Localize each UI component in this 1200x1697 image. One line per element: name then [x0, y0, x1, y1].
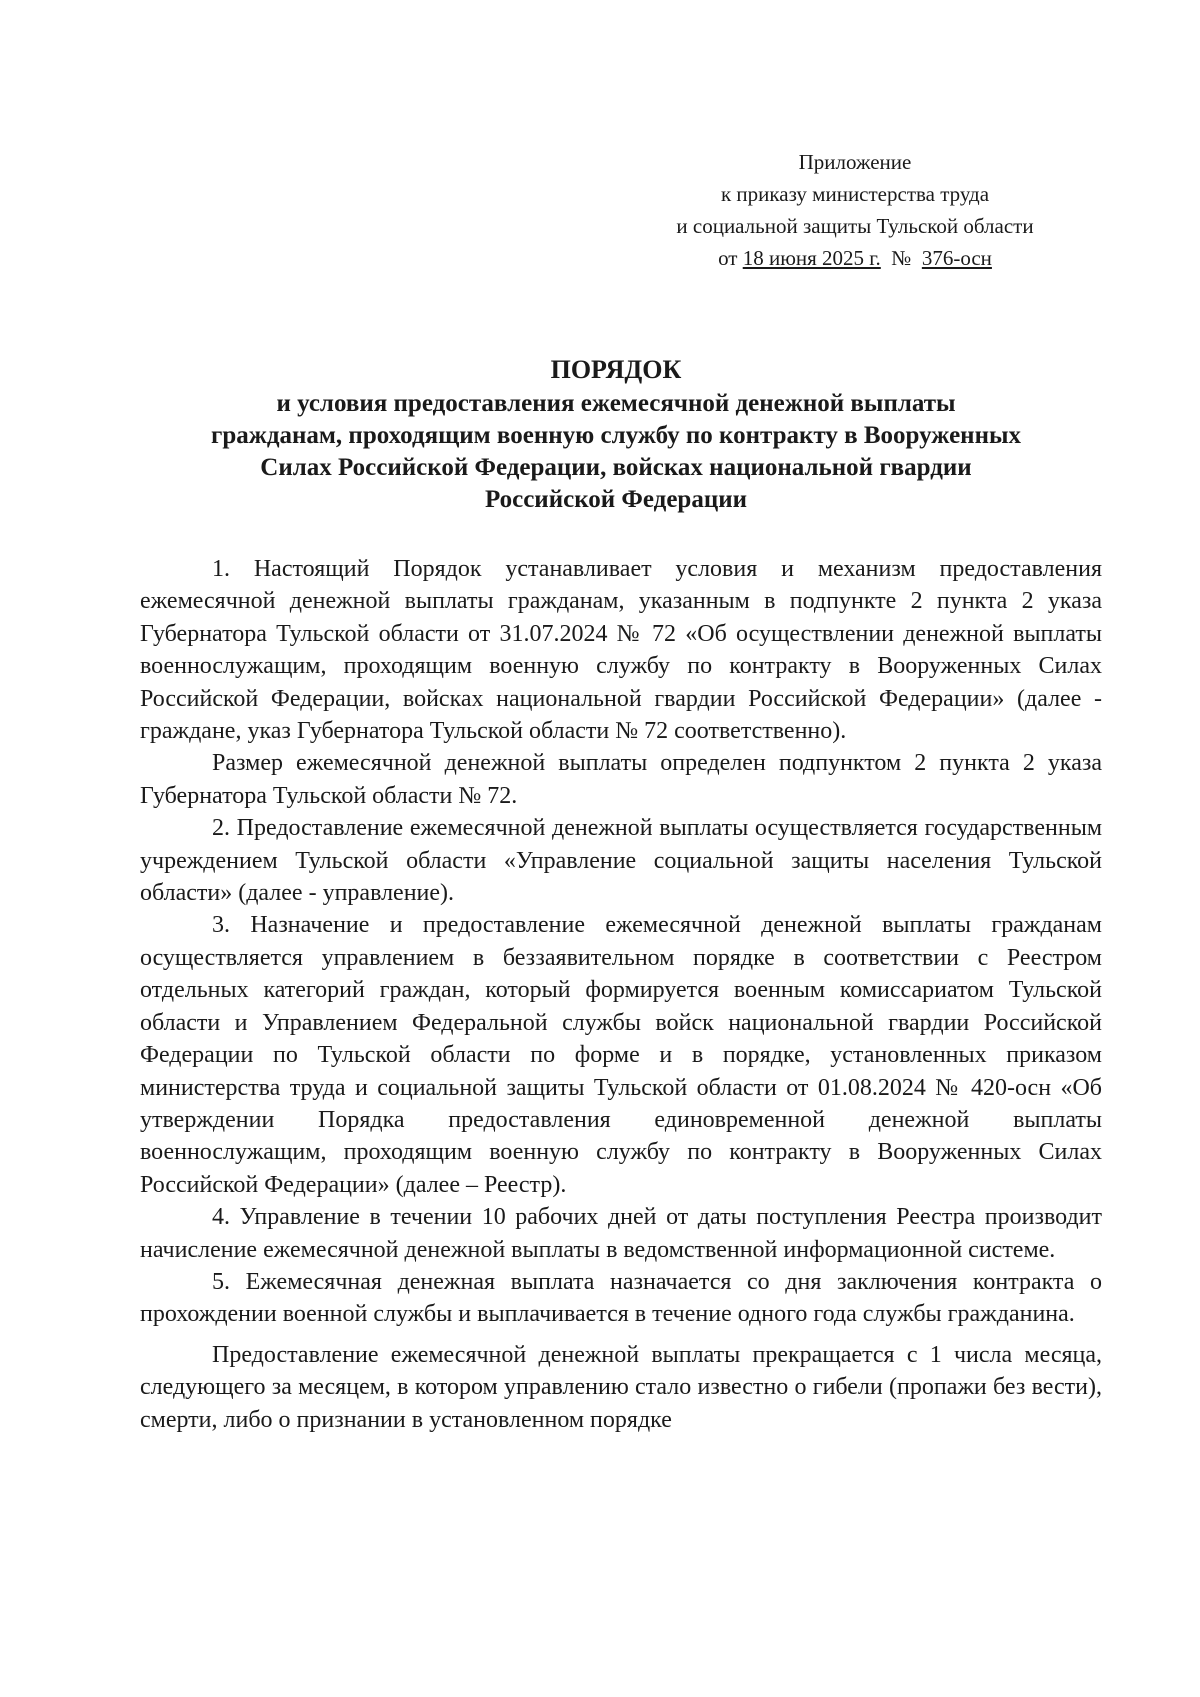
title-line-4: Российской Федерации [484, 486, 748, 513]
appendix-header [640, 146, 1070, 274]
appendix-ministry: и социальной защиты Тульской области [676, 214, 1034, 238]
appendix-date: 18 июня 2025 г. [742, 246, 881, 270]
paragraph-5-termination: Предоставление ежемесячной денежной выплаты прекращается с 1 числа месяца, следующего за месяцем, в котором управлению стало известно о гибели (пропажи без вести), смерти, либо о признании в установленном порядке [140, 1341, 1102, 1433]
paragraph-5: 5. Ежемесячная денежная выплата назначается со дня заключения контракта о прохождении военной службы и выплачивается в течение одного года службы гражданина. [140, 1268, 1102, 1328]
appendix-number: 376-осн [921, 246, 992, 270]
paragraph-2: 2. Предоставление ежемесячной денежной выплаты осуществляется государственным учреждением Тульской области «Управление социальной защиты населения Тульской области» (далее - управление). [140, 815, 1102, 907]
title-main: ПОРЯДОК [550, 355, 682, 384]
document-body [140, 553, 1102, 1436]
paragraph-1: 1. Настоящий Порядок устанавливает условия и механизм предоставления ежемесячной денежной выплаты гражданам, указанным в подпункте 2 пункта 2 указа Губернатора Тульской области от 31.07.2024 № 72 «Об осуществлении денежной выплаты военнослужащим, проходящим военную службу по контракту в Вооруженных Силах Российской Федерации, войсках национальной гвардии Российской Федерации» (далее - граждане, указ Губернатора Тульской области № 72 соответственно). [140, 556, 1102, 745]
appendix-date-prefix: от [718, 246, 738, 270]
document-title [130, 354, 1102, 516]
title-line-1: и условия предоставления ежемесячной денежной выплаты [276, 390, 956, 417]
appendix-date-line [640, 242, 1070, 274]
title-line-3: Силах Российской Федерации, войсках национальной гвардии [260, 454, 972, 481]
paragraph-3: 3. Назначение и предоставление ежемесячной денежной выплаты гражданам осуществляется управлением в беззаявительном порядке в соответствии с Реестром отдельных категорий граждан, который формируется военным комиссариатом Тульской области и Управлением Федеральной службы войск национальной гвардии Российской Федерации по Тульской области по форме и в порядке, установленных приказом министерства труда и социальной защиты Тульской области от 01.08.2024 № 420-осн «Об утверждении Порядка предоставления единовременной денежной выплаты военнослужащим, проходящим военную службу по контракту в Вооруженных Силах Российской Федерации» (далее – Реестр). [140, 912, 1102, 1198]
paragraph-4: 4. Управление в течении 10 рабочих дней от даты поступления Реестра производит начисление ежемесячной денежной выплаты в ведомственной информационной системе. [140, 1204, 1102, 1263]
title-line-2: гражданам, проходящим военную службу по контракту в Вооруженных [210, 422, 1022, 449]
paragraph-1-size: Размер ежемесячной денежной выплаты определен подпунктом 2 пункта 2 указа Губернатора Тульской области № 72. [140, 750, 1102, 809]
appendix-number-sign: № [891, 246, 912, 270]
appendix-label: Приложение [798, 150, 912, 174]
appendix-order-ref: к приказу министерства труда [720, 182, 990, 206]
